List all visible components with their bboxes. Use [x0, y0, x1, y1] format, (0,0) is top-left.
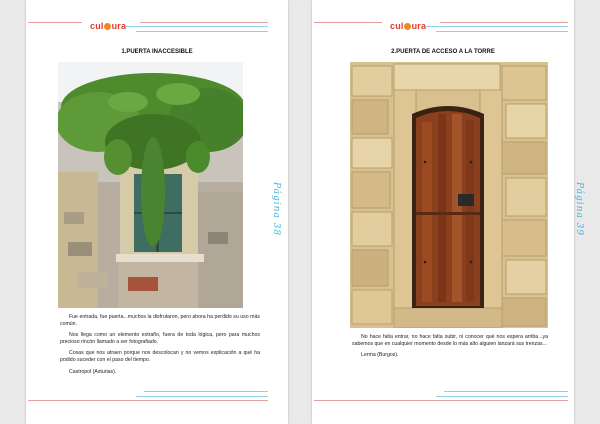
paragraph: Nos llega como un elemento extraño, fuera de toda lógica, pero para muchos precioso rincón llamado a ser fotografiado.	[60, 332, 260, 345]
page-title: 2.PUERTA DE ACCESO A LA TORRE	[391, 49, 495, 55]
logo	[390, 21, 426, 31]
paragraph: No hace falta entrar, no hace falta subir, ni conocer qué nos espera arriba...ya sabemos que en cualquier momento desde lo más alto alguien lanzará sus trenzas...	[352, 334, 548, 347]
right-page	[312, 0, 584, 424]
page-number: Página 39	[574, 182, 584, 237]
footer-rule-blue	[144, 391, 268, 392]
location-caption: Castropol (Asturias).	[69, 368, 117, 375]
ivy-window-image	[58, 62, 243, 308]
location-caption: Lerma (Burgos).	[361, 352, 399, 359]
logo-text-start: cul	[90, 21, 104, 31]
header-rule-red-right	[440, 22, 568, 23]
header-rule-blue	[426, 26, 568, 27]
ivy-window-photo	[58, 62, 243, 308]
tower-door-photo	[350, 62, 548, 328]
logo-text-end: ura	[111, 21, 127, 31]
footer-rule-blue-2	[136, 396, 268, 397]
logo-dot-icon	[404, 23, 411, 30]
page-number: Página 38	[271, 182, 281, 237]
footer-rule-red	[314, 400, 568, 401]
left-page	[26, 0, 288, 424]
body-text	[60, 314, 260, 380]
footer-rule-red	[28, 400, 268, 401]
paragraph: Fue entrada, fue puerta...muchos la disfrutaron, pero ahora ha perdido su uso más común.	[60, 314, 260, 327]
footer-rule-blue	[444, 391, 568, 392]
header-rule-red	[314, 22, 382, 23]
header-rule-red-right	[140, 22, 268, 23]
footer-rule-blue-2	[436, 396, 568, 397]
body-text	[352, 334, 548, 364]
logo	[90, 21, 126, 31]
tower-door-image	[350, 62, 548, 328]
paragraph: Cosas que nos atraen porque nos descolocan y no vemos explicación a qué ha podido suceder con el paso del tiempo.	[60, 350, 260, 363]
header-rule-blue	[126, 26, 268, 27]
header-rule-blue-2	[436, 31, 568, 32]
logo-dot-icon	[104, 23, 111, 30]
logo-text-end: ura	[411, 21, 427, 31]
page-title: 1.PUERTA INACCESIBLE	[121, 49, 193, 55]
header-rule-blue-2	[136, 31, 268, 32]
logo-text-start: cul	[390, 21, 404, 31]
header-rule-red	[28, 22, 82, 23]
